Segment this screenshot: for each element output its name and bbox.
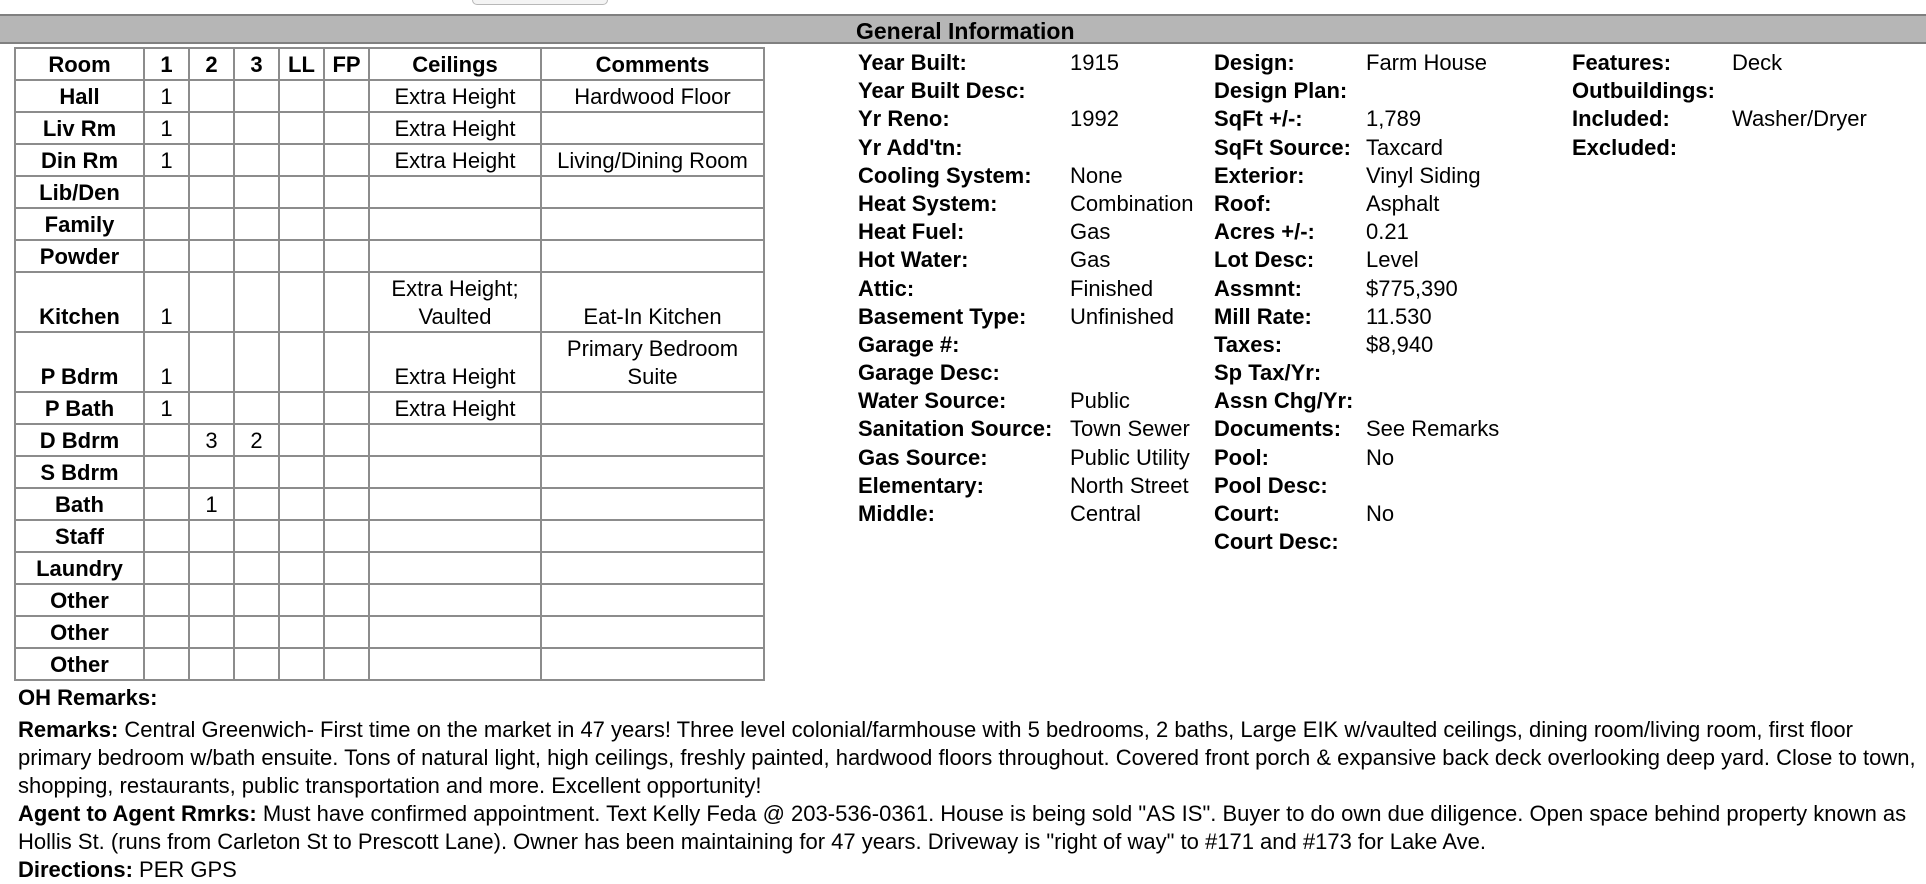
info-row [1214, 190, 1499, 218]
info-row [858, 49, 1194, 77]
info-value: Combination [1070, 190, 1194, 216]
info-row [1214, 218, 1499, 246]
level-2-count [189, 112, 234, 144]
lower-level-count [279, 240, 324, 272]
top-tab-edge [472, 0, 608, 5]
info-row [1214, 162, 1499, 190]
info-row [1214, 444, 1499, 472]
info-label: Heat Fuel: [858, 219, 965, 245]
ceilings-value [369, 520, 541, 552]
info-row [858, 218, 1194, 246]
info-label: Middle: [858, 501, 935, 526]
info-row [858, 275, 1194, 303]
room-name: Staff [15, 520, 144, 552]
info-label: Taxes: [1214, 331, 1283, 357]
lower-level-count [279, 144, 324, 176]
lower-level-count [279, 208, 324, 240]
info-value: Vinyl Siding [1366, 162, 1481, 188]
info-row [858, 331, 1194, 359]
level-3-count [234, 112, 279, 144]
lower-level-count [279, 392, 324, 424]
comments-value [541, 176, 764, 208]
info-label: Water Source: [858, 388, 1007, 414]
info-row [1214, 359, 1499, 387]
info-row [1214, 134, 1499, 162]
fireplace-count [324, 552, 369, 584]
info-value: Unfinished [1070, 303, 1174, 329]
fireplace-count [324, 208, 369, 240]
directions-label: Directions: [18, 857, 133, 882]
info-column-2 [1214, 49, 1499, 556]
info-value: Public [1070, 388, 1130, 414]
col-header-room: Room [15, 48, 144, 80]
room-row [15, 240, 764, 272]
info-value: Deck [1732, 50, 1783, 75]
info-row [858, 77, 1194, 105]
fireplace-count [324, 424, 369, 456]
room-row [15, 272, 764, 332]
room-row [15, 520, 764, 552]
info-label: Basement Type: [858, 303, 1027, 329]
level-1-count: 1 [144, 272, 189, 332]
info-label: Court Desc: [1214, 529, 1339, 555]
room-row [15, 332, 764, 392]
ceilings-value [369, 616, 541, 648]
lower-level-count [279, 112, 324, 144]
info-label: Lot Desc: [1214, 247, 1315, 273]
info-row [858, 359, 1194, 387]
info-label: Design: [1214, 50, 1295, 75]
level-2-count [189, 272, 234, 332]
col-header-ceilings: Ceilings [369, 48, 541, 80]
level-1-count [144, 648, 189, 680]
info-value: No [1366, 444, 1395, 470]
room-row [15, 176, 764, 208]
oh-remarks [18, 684, 1918, 712]
level-1-count [144, 616, 189, 648]
level-1-count [144, 552, 189, 584]
info-row [1572, 105, 1867, 133]
level-3-count [234, 648, 279, 680]
level-1-count [144, 584, 189, 616]
fireplace-count [324, 112, 369, 144]
info-label: SqFt +/-: [1214, 106, 1303, 132]
lower-level-count [279, 424, 324, 456]
ceilings-value [369, 456, 541, 488]
info-row [1214, 500, 1499, 528]
info-row [1214, 415, 1499, 443]
level-1-count [144, 208, 189, 240]
info-value: Farm House [1366, 50, 1488, 75]
info-value: Asphalt [1366, 190, 1440, 216]
room-name: P Bdrm [15, 332, 144, 392]
comments-value [541, 112, 764, 144]
level-3-count [234, 208, 279, 240]
ceilings-value: Extra Height [369, 80, 541, 112]
info-row [858, 415, 1194, 443]
info-label: Pool Desc: [1214, 472, 1328, 498]
comments-value [541, 616, 764, 648]
info-label: SqFt Source: [1214, 134, 1351, 160]
info-label: Cooling System: [858, 162, 1032, 188]
lower-level-count [279, 176, 324, 208]
room-row [15, 392, 764, 424]
info-row [858, 387, 1194, 415]
fireplace-count [324, 240, 369, 272]
info-label: Yr Add'tn: [858, 134, 963, 160]
info-row [1214, 303, 1499, 331]
info-row [1214, 246, 1499, 274]
info-value: $775,390 [1366, 275, 1458, 301]
level-2-count [189, 552, 234, 584]
info-label: Garage #: [858, 331, 960, 357]
room-row [15, 584, 764, 616]
info-label: Exterior: [1214, 162, 1305, 188]
info-label: Heat System: [858, 190, 998, 216]
info-row [1214, 275, 1499, 303]
fireplace-count [324, 332, 369, 392]
info-label: Documents: [1214, 416, 1342, 442]
info-label: Excluded: [1572, 134, 1678, 160]
level-2-count [189, 144, 234, 176]
info-row [1572, 49, 1867, 77]
room-name: Powder [15, 240, 144, 272]
directions [18, 856, 1918, 884]
info-label: Mill Rate: [1214, 303, 1312, 329]
lower-level-count [279, 648, 324, 680]
room-row [15, 144, 764, 176]
level-1-count: 1 [144, 144, 189, 176]
fireplace-count [324, 520, 369, 552]
lower-level-count [279, 80, 324, 112]
room-row [15, 424, 764, 456]
info-label: Assn Chg/Yr: [1214, 388, 1354, 414]
lower-level-count [279, 332, 324, 392]
level-3-count [234, 240, 279, 272]
level-2-count [189, 240, 234, 272]
comments-value [541, 424, 764, 456]
room-name: Family [15, 208, 144, 240]
fireplace-count [324, 392, 369, 424]
room-name: D Bdrm [15, 424, 144, 456]
room-name: Other [15, 616, 144, 648]
info-label: Garage Desc: [858, 360, 1000, 386]
level-2-count [189, 176, 234, 208]
section-title: General Information [856, 18, 1075, 44]
room-row [15, 80, 764, 112]
room-name: Din Rm [15, 144, 144, 176]
ceilings-value: Extra Height [369, 112, 541, 144]
remarks-text: Central Greenwich- First time on the market in 47 years! Three level colonial/farmhouse with 5 bedrooms, 2 baths, Large EIK w/vaulted ceilings, dining room/living room, first floor primary bedroom w/bath ensuite. Tons of natural light, high ceilings, freshly painted, hardwood floors throughout. Covered front porch & expansive back deck overlooking deep yard. Close to town, shopping, restaurants, public transportation and more. Excellent opportunity! [18, 717, 1916, 798]
level-3-count [234, 584, 279, 616]
lower-level-count [279, 488, 324, 520]
info-row [858, 190, 1194, 218]
fireplace-count [324, 584, 369, 616]
level-1-count [144, 240, 189, 272]
fireplace-count [324, 648, 369, 680]
ceilings-value [369, 424, 541, 456]
info-row [1214, 77, 1499, 105]
info-label: Year Built: [858, 50, 967, 75]
info-row [858, 105, 1194, 133]
level-1-count: 1 [144, 332, 189, 392]
info-label: Court: [1214, 501, 1280, 526]
room-name: Hall [15, 80, 144, 112]
info-value: See Remarks [1366, 416, 1500, 442]
level-2-count [189, 456, 234, 488]
ceilings-value [369, 208, 541, 240]
info-row [858, 444, 1194, 472]
room-name: Other [15, 584, 144, 616]
info-row [858, 303, 1194, 331]
info-row [1214, 387, 1499, 415]
room-name: Lib/Den [15, 176, 144, 208]
fireplace-count [324, 272, 369, 332]
fireplace-count [324, 456, 369, 488]
info-label: Attic: [858, 275, 915, 301]
comments-value [541, 648, 764, 680]
info-label: Sp Tax/Yr: [1214, 360, 1322, 386]
info-value: None [1070, 162, 1123, 188]
info-value: 11.530 [1366, 303, 1432, 329]
info-value: North Street [1070, 472, 1189, 498]
room-row [15, 208, 764, 240]
info-label: Gas Source: [858, 444, 988, 470]
info-label: Design Plan: [1214, 78, 1348, 104]
info-value: Town Sewer [1070, 416, 1190, 442]
level-2-count [189, 392, 234, 424]
comments-value: Hardwood Floor [541, 80, 764, 112]
level-2-count: 1 [189, 488, 234, 520]
comments-value [541, 584, 764, 616]
level-3-count [234, 332, 279, 392]
level-2-count [189, 520, 234, 552]
info-row [858, 500, 1194, 528]
room-row [15, 112, 764, 144]
room-name: S Bdrm [15, 456, 144, 488]
fireplace-count [324, 176, 369, 208]
agent-remarks-label: Agent to Agent Rmrks: [18, 801, 257, 826]
info-row [1572, 134, 1867, 162]
col-header-level-3: 3 [234, 48, 279, 80]
level-2-count: 3 [189, 424, 234, 456]
public-remarks [18, 716, 1918, 800]
remarks-section [18, 684, 1918, 884]
level-3-count [234, 488, 279, 520]
level-2-count [189, 332, 234, 392]
ceilings-value [369, 648, 541, 680]
info-row [858, 472, 1194, 500]
comments-value [541, 392, 764, 424]
info-value: Finished [1070, 275, 1154, 301]
level-1-count: 1 [144, 392, 189, 424]
room-name: P Bath [15, 392, 144, 424]
level-1-count [144, 424, 189, 456]
room-row [15, 552, 764, 584]
room-row [15, 648, 764, 680]
info-label: Acres +/-: [1214, 219, 1315, 245]
info-label: Features: [1572, 50, 1672, 75]
comments-value: Living/Dining Room [541, 144, 764, 176]
info-value: Gas [1070, 247, 1111, 273]
level-1-count [144, 520, 189, 552]
info-label: Yr Reno: [858, 106, 950, 132]
level-2-count [189, 584, 234, 616]
room-name: Kitchen [15, 272, 144, 332]
level-1-count [144, 176, 189, 208]
rooms-table [14, 47, 765, 681]
comments-value [541, 456, 764, 488]
level-1-count: 1 [144, 112, 189, 144]
info-row [1214, 105, 1499, 133]
comments-value [541, 208, 764, 240]
info-label: Roof: [1214, 190, 1272, 216]
info-row [1214, 331, 1499, 359]
lower-level-count [279, 456, 324, 488]
level-3-count [234, 272, 279, 332]
info-row [858, 134, 1194, 162]
info-row [1214, 472, 1499, 500]
info-label: Included: [1572, 106, 1670, 132]
info-row [1214, 528, 1499, 556]
oh-remarks-label: OH Remarks: [18, 685, 158, 710]
info-label: Pool: [1214, 444, 1269, 470]
comments-value [541, 552, 764, 584]
info-row [1572, 77, 1867, 105]
level-3-count [234, 456, 279, 488]
room-row [15, 488, 764, 520]
room-name: Laundry [15, 552, 144, 584]
info-value: Gas [1070, 219, 1111, 245]
fireplace-count [324, 488, 369, 520]
comments-value [541, 240, 764, 272]
ceilings-value [369, 552, 541, 584]
info-value: 1,789 [1366, 106, 1422, 132]
ceilings-value [369, 488, 541, 520]
level-3-count [234, 80, 279, 112]
ceilings-value: Extra Height; Vaulted [369, 272, 541, 332]
comments-value [541, 520, 764, 552]
agent-remarks [18, 800, 1918, 856]
info-label: Hot Water: [858, 247, 969, 273]
ceilings-value [369, 176, 541, 208]
rooms-header-row [15, 48, 764, 80]
lower-level-count [279, 520, 324, 552]
level-3-count [234, 176, 279, 208]
lower-level-count [279, 584, 324, 616]
info-row [858, 162, 1194, 190]
directions-text: PER GPS [139, 857, 237, 882]
general-information-header [0, 14, 1926, 44]
room-row [15, 456, 764, 488]
col-header-lower-level: LL [279, 48, 324, 80]
level-3-count [234, 616, 279, 648]
col-header-fireplace: FP [324, 48, 369, 80]
level-2-count [189, 648, 234, 680]
info-value: No [1366, 501, 1395, 526]
info-value: Taxcard [1366, 134, 1444, 160]
room-name: Bath [15, 488, 144, 520]
lower-level-count [279, 272, 324, 332]
info-value: 1915 [1070, 50, 1119, 75]
level-3-count: 2 [234, 424, 279, 456]
col-header-comments: Comments [541, 48, 764, 80]
info-value: Washer/Dryer [1732, 106, 1867, 132]
room-row [15, 616, 764, 648]
info-value: 0.21 [1366, 219, 1409, 245]
info-label: Outbuildings: [1572, 78, 1715, 104]
info-label: Sanitation Source: [858, 416, 1053, 442]
ceilings-value: Extra Height [369, 392, 541, 424]
ceilings-value [369, 584, 541, 616]
fireplace-count [324, 616, 369, 648]
col-header-level-2: 2 [189, 48, 234, 80]
info-value: Central [1070, 501, 1141, 526]
level-1-count [144, 456, 189, 488]
level-1-count [144, 488, 189, 520]
info-label: Assmnt: [1214, 275, 1303, 301]
comments-value [541, 488, 764, 520]
col-header-level-1: 1 [144, 48, 189, 80]
remarks-label: Remarks: [18, 717, 119, 742]
level-3-count [234, 552, 279, 584]
info-column-3 [1572, 49, 1867, 162]
info-value: $8,940 [1366, 331, 1434, 357]
info-value: 1992 [1070, 106, 1119, 132]
level-2-count [189, 80, 234, 112]
level-2-count [189, 208, 234, 240]
ceilings-value: Extra Height [369, 332, 541, 392]
agent-remarks-text: Must have confirmed appointment. Text Kelly Feda @ 203-536-0361. House is being sold "AS IS". Buyer to do own due diligence. Open space behind property known as Hollis St. (runs from Carleton St to Prescott Lane). Owner has been maintaining for 47 years. Driveway is "right of way" to #171 and #173 for Lake Ave. [18, 801, 1907, 854]
info-value: Public Utility [1070, 444, 1190, 470]
lower-level-count [279, 552, 324, 584]
level-3-count [234, 144, 279, 176]
comments-value: Primary Bedroom Suite [541, 332, 764, 392]
ceilings-value: Extra Height [369, 144, 541, 176]
fireplace-count [324, 144, 369, 176]
fireplace-count [324, 80, 369, 112]
ceilings-value [369, 240, 541, 272]
level-3-count [234, 520, 279, 552]
info-row [1214, 49, 1499, 77]
info-row [858, 246, 1194, 274]
info-value: Level [1366, 247, 1419, 273]
room-name: Other [15, 648, 144, 680]
info-label: Year Built Desc: [858, 78, 1026, 104]
info-column-1 [858, 49, 1194, 528]
level-2-count [189, 616, 234, 648]
level-3-count [234, 392, 279, 424]
room-name: Liv Rm [15, 112, 144, 144]
info-label: Elementary: [858, 472, 984, 498]
level-1-count: 1 [144, 80, 189, 112]
comments-value: Eat-In Kitchen [541, 272, 764, 332]
lower-level-count [279, 616, 324, 648]
